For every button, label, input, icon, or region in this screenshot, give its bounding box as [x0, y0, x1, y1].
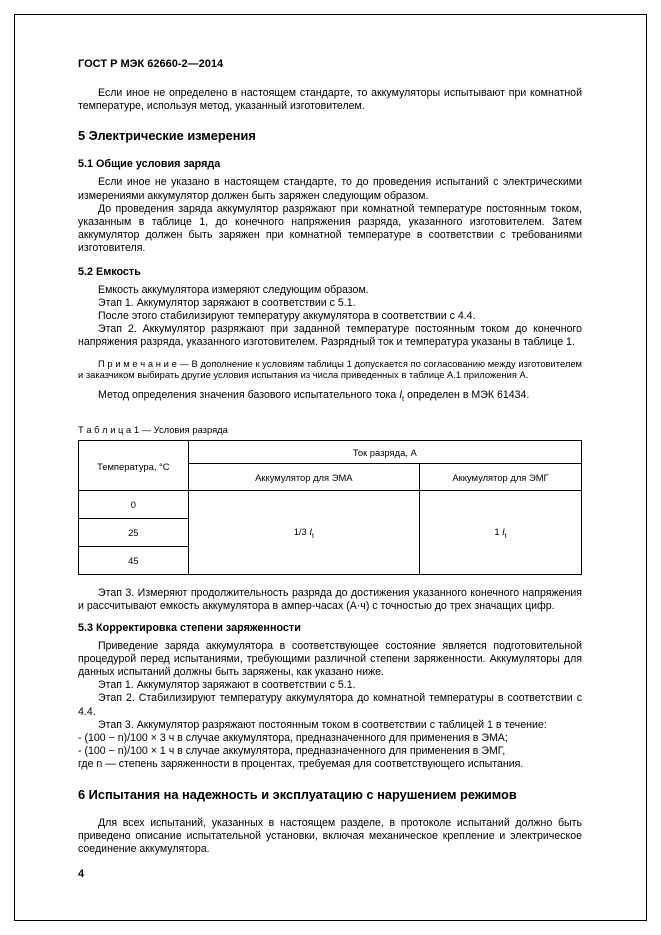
section-5-1-paragraph: До проведения заряда аккумулятор разряжают при комнатной температуре постоянным током, указанным в таблице 1, до конечного напряжения разряда, указанного изготовителем. Затем аккумулятор должен быть заряжен при комнатной температуре в соответствии с требованиями изготовителя. — [78, 202, 582, 255]
temperature-cell: 25 — [79, 519, 189, 547]
table-row — [79, 491, 582, 519]
current-symbol: I — [399, 388, 403, 401]
section-5-3-paragraph: Приведение заряда аккумулятора в соответствующее состояние является подготовительной процедурой перед испытаниями, требующими различной степени заряженности. Аккумуляторы для данных испытаний должны быть заряжены, как указано ниже. — [78, 639, 582, 678]
paragraph-text: Метод определения значения базового испытательного тока — [98, 388, 400, 401]
value-text: 1 — [494, 525, 503, 537]
section-5-2-paragraph: После этого стабилизируют температуру аккумулятора в соответствии с 4.4. — [98, 310, 476, 323]
section-5-1-title: 5.1 Общие условия заряда — [78, 158, 221, 171]
section-5-1-paragraph: Если иное не указано в настоящем стандарте, то до проведения испытаний с электрическими измерениями аккумулятор должен быть заряжен следующим образом. — [78, 176, 582, 202]
section-6-paragraph: Для всех испытаний, указанных в настоящем разделе, в протоколе испытаний должно быть приведено описание испытательной установки, включая механическое крепление и электрическое соединение аккумулятора. — [78, 816, 582, 855]
column-header-temperature: Температура, °С — [79, 441, 189, 491]
section-6-title: 6 Испытания на надежность и эксплуатацию с нарушением режимов — [78, 786, 517, 802]
section-5-2-paragraph: Емкость аккумулятора измеряют следующим образом. — [98, 283, 369, 296]
page-content — [78, 58, 582, 856]
current-subscript: t — [402, 395, 405, 403]
base-test-current-paragraph — [78, 389, 582, 406]
section-5-3-step-2: Этап 2. Стабилизируют температуру аккумулятора до комнатной температуры в соответствии с 4.4. — [78, 692, 582, 718]
section-5-2-step-3: Этап 3. Измеряют продолжительность разряда до достижения указанного конечного напряжения и рассчитывают емкость аккумулятора в ампер-часах (А·ч) с точностью до трех значащих цифр. — [78, 587, 582, 613]
current-value-ema — [188, 491, 419, 575]
section-5-3-list-item: - (100 − n)/100 × 3 ч в случае аккумулятора, предназначенного для применения в ЭМА; — [78, 731, 508, 744]
section-5-2-step-1: Этап 1. Аккумулятор заряжают в соответствии с 5.1. — [98, 296, 356, 309]
table-1-discharge-conditions — [78, 440, 582, 575]
current-symbol: I — [502, 525, 505, 537]
column-header-ema: Аккумулятор для ЭМА — [188, 464, 419, 491]
section-5-title: 5 Электрические измерения — [78, 128, 256, 144]
page-number: 4 — [78, 868, 85, 880]
note-paragraph: П р и м е ч а н и е — В дополнение к условиям таблицы 1 допускается по согласованию между изготовителем и заказчиком выбирать другие условия испытания из числа приведенных в таблице А.1 приложения А. — [78, 357, 582, 381]
section-5-3-title: 5.3 Корректировка степени заряженности — [78, 621, 301, 634]
section-5-3-step-1: Этап 1. Аккумулятор заряжают в соответствии с 5.1. — [98, 679, 356, 692]
paragraph-text: определен в МЭК 61434. — [404, 388, 530, 401]
temperature-cell: 45 — [79, 547, 189, 575]
column-header-emg: Аккумулятор для ЭМГ — [420, 464, 582, 491]
current-symbol: I — [309, 525, 312, 537]
section-5-3-step-3: Этап 3. Аккумулятор разряжают постоянным током в соответствии с таблицей 1 в течение: — [98, 718, 547, 731]
table-1-caption: Т а б л и ц а 1 — Условия разряда — [78, 424, 228, 436]
temperature-cell: 0 — [79, 491, 189, 519]
section-5-2-step-2: Этап 2. Аккумулятор разряжают при заданной температуре постоянным током до конечного напряжения разряда, указанного изготовителем. Разрядный ток и температура указаны в таблице 1. — [78, 323, 582, 349]
intro-paragraph: Если иное не определено в настоящем стандарте, то аккумуляторы испытывают при комнатной температуре, используя метод, указанный изготовителем. — [78, 87, 582, 113]
current-subscript: t — [311, 532, 314, 540]
section-5-2-title: 5.2 Емкость — [78, 265, 141, 278]
section-5-3-list-item: - (100 − n)/100 × 1 ч в случае аккумулятора, предназначенного для применения в ЭМГ, — [78, 745, 506, 758]
column-header-discharge-current: Ток разряда, А — [188, 441, 581, 464]
section-5-3-definition: где n — степень заряженности в процентах, требуемая для соответствующего испытания. — [78, 758, 524, 771]
current-value-emg — [420, 491, 582, 575]
value-text: 1/3 — [293, 525, 310, 537]
current-subscript: t — [504, 532, 507, 540]
document-header-title: ГОСТ Р МЭК 62660-2—2014 — [78, 58, 224, 70]
table-header-row — [79, 441, 582, 464]
